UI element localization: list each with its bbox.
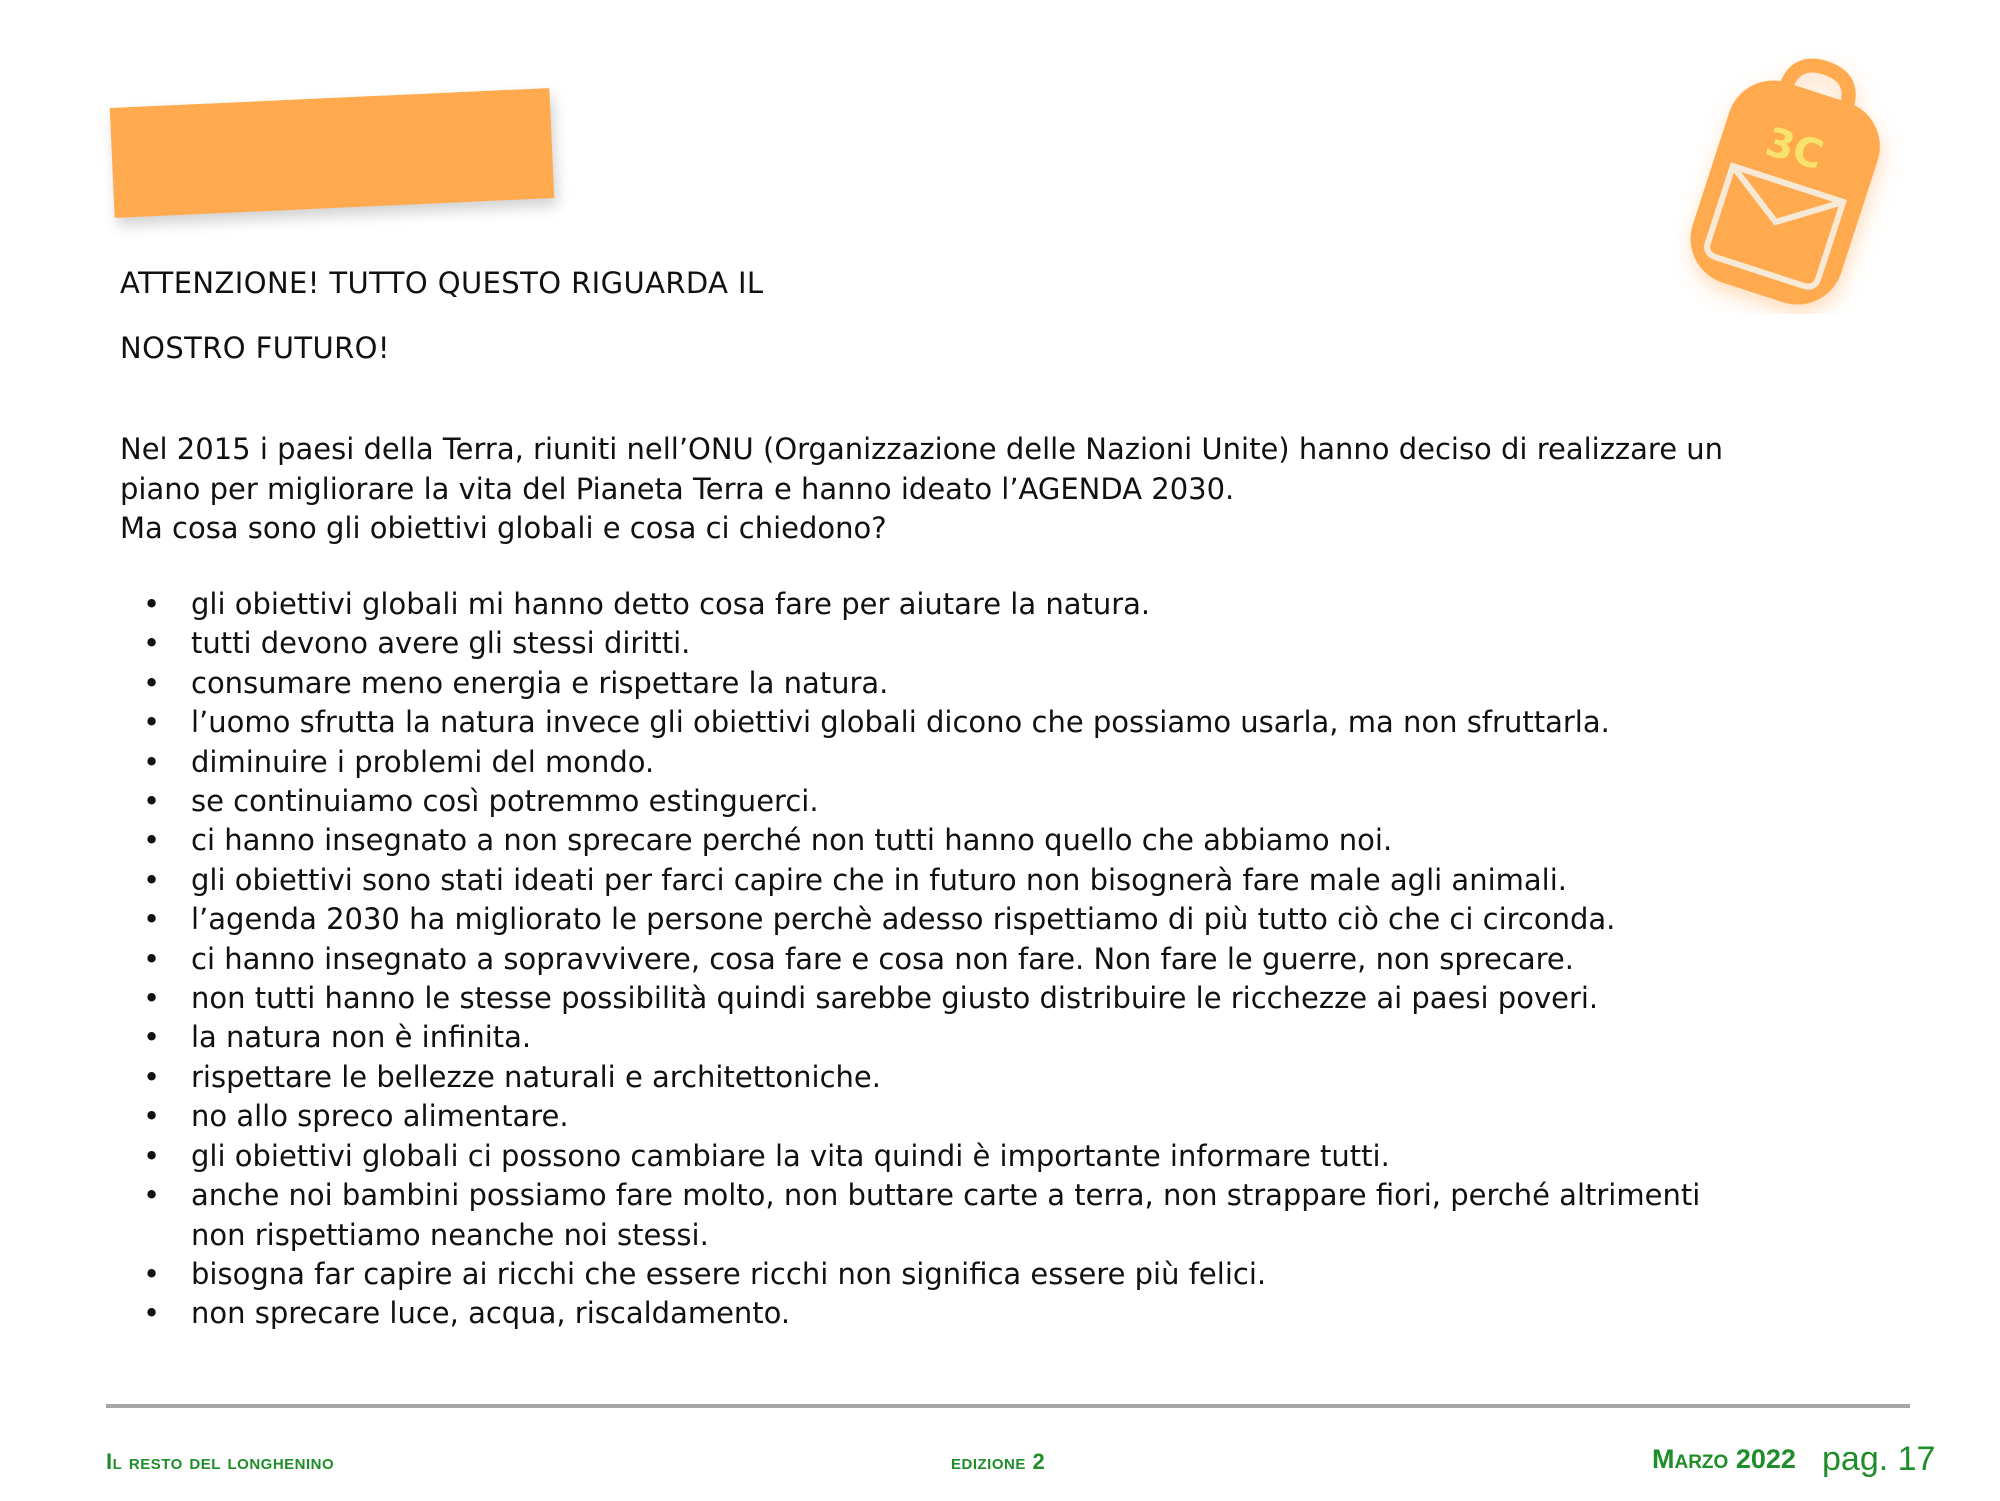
intro-line: Ma cosa sono gli obiettivi globali e cosa ci chiedono? — [120, 511, 887, 545]
footer-divider — [106, 1404, 1910, 1408]
bullet-icon: • — [143, 823, 161, 858]
list-item — [120, 1294, 1920, 1333]
list-item — [120, 1018, 1920, 1057]
bullet-icon: • — [143, 1138, 161, 1173]
list-item-text: gli obiettivi sono stati ideati per farci capire che in futuro non bisognerà fare male agli animali. — [191, 862, 1567, 897]
list-item-text: consumare meno energia e rispettare la natura. — [191, 665, 889, 700]
list-item-text: tutti devono avere gli stessi diritti. — [191, 626, 691, 661]
list-item-text: gli obiettivi globali ci possono cambiare la vita quindi è importante informare tutti. — [191, 1138, 1390, 1173]
list-item-text: gli obiettivi globali mi hanno detto cosa fare per aiutare la natura. — [191, 587, 1151, 621]
bullet-icon: • — [143, 1296, 161, 1331]
list-item — [120, 1176, 1920, 1255]
heading-line-1: ATTENZIONE! TUTTO QUESTO RIGUARDA IL — [120, 266, 764, 300]
bullet-icon: • — [143, 784, 161, 819]
footer-title: Il resto del longhenino — [106, 1449, 335, 1474]
intro-paragraph — [120, 430, 1960, 549]
list-item — [120, 782, 1920, 821]
list-item-text: bisogna far capire ai ricchi che essere ricchi non significa essere più felici. — [191, 1256, 1267, 1291]
list-item — [120, 585, 1920, 624]
bullet-icon: • — [143, 705, 161, 740]
bullet-icon: • — [143, 1020, 161, 1055]
list-item — [120, 1058, 1920, 1097]
list-item — [120, 1255, 1920, 1294]
page-number: pag. 17 — [1822, 1440, 1936, 1478]
bullet-icon: • — [143, 1256, 161, 1291]
bullet-icon: • — [143, 1099, 161, 1134]
list-item-text: ci hanno insegnato a sopravvivere, cosa fare e cosa non fare. Non fare le guerre, non sprecare. — [191, 941, 1574, 976]
list-item-text: non sprecare luce, acqua, riscaldamento. — [191, 1296, 791, 1331]
list-item — [120, 861, 1920, 900]
bullet-icon: • — [143, 862, 161, 897]
list-item-text: rispettare le bellezze naturali e architettoniche. — [191, 1059, 881, 1094]
bullet-icon: • — [143, 665, 161, 700]
list-item — [120, 1137, 1920, 1176]
list-item — [120, 821, 1920, 860]
list-item — [120, 624, 1920, 663]
bullet-icon: • — [143, 744, 161, 779]
list-item-text: non tutti hanno le stesse possibilità quindi sarebbe giusto distribuire le ricchezze ai paesi poveri. — [191, 981, 1599, 1016]
list-item — [120, 703, 1920, 742]
list-item — [120, 743, 1920, 782]
list-item-text: ci hanno insegnato a non sprecare perché non tutti hanno quello che abbiamo noi. — [191, 823, 1393, 858]
list-item-text: l’uomo sfrutta la natura invece gli obiettivi globali dicono che possiamo usarla, ma non sfruttarla. — [191, 705, 1610, 740]
bullet-list — [120, 585, 1920, 1334]
orange-banner — [110, 88, 555, 218]
list-item — [120, 664, 1920, 703]
list-item — [120, 900, 1920, 939]
list-item — [120, 979, 1920, 1018]
list-item-text: anche noi bambini possiamo fare molto, non buttare carte a terra, non strappare fiori, perché altrimenti non rispettiamo neanche noi stessi. — [191, 1178, 1701, 1252]
list-item-text: se continuiamo così potremmo estinguerci. — [191, 784, 819, 819]
backpack-icon — [1668, 54, 1908, 314]
bullet-icon: • — [143, 941, 161, 976]
list-item — [120, 940, 1920, 979]
badge-text: 3C — [1760, 119, 1829, 180]
bullet-icon: • — [143, 902, 161, 937]
list-item-text: no allo spreco alimentare. — [191, 1099, 569, 1134]
footer-date: Marzo 2022 — [1652, 1444, 1796, 1474]
heading-line-2: NOSTRO FUTURO! — [120, 331, 390, 365]
list-item-text: diminuire i problemi del mondo. — [191, 744, 655, 779]
list-item-text: l’agenda 2030 ha migliorato le persone perchè adesso rispettiamo di più tutto ciò che ci circonda. — [191, 902, 1616, 937]
bullet-icon: • — [143, 626, 161, 661]
bullet-icon: • — [143, 1178, 161, 1213]
intro-line: piano per migliorare la vita del Pianeta Terra e hanno ideato l’AGENDA 2030. — [120, 471, 1235, 506]
intro-line: Nel 2015 i paesi della Terra, riuniti nell’ONU (Organizzazione delle Nazioni Unite) hanno deciso di realizzare un — [120, 432, 1724, 466]
footer-edition: edizione 2 — [951, 1449, 1046, 1474]
list-item-text: la natura non è infinita. — [191, 1020, 532, 1055]
bullet-icon: • — [143, 981, 161, 1016]
bullet-icon: • — [143, 1059, 161, 1094]
list-item — [120, 1097, 1920, 1136]
bullet-icon: • — [143, 587, 161, 621]
